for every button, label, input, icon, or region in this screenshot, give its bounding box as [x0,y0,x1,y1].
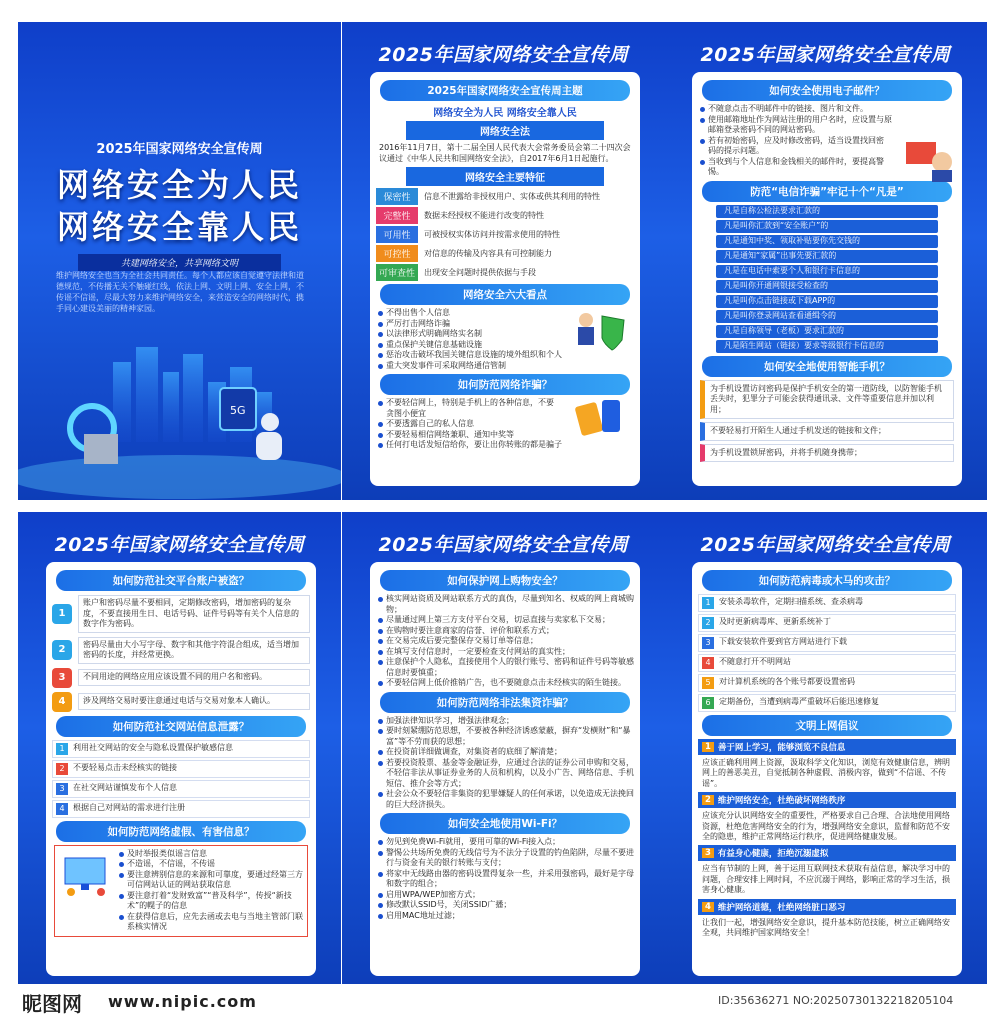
list-item [52,740,310,758]
panel-title: 2025年国家网络安全宣传周 [700,534,951,556]
list-item: 为手机设置锁屏密码，并将手机随身携带； [700,444,954,463]
number-badge: 4 [52,692,72,712]
list-item: 警惕公共场所免费的无线信号为不法分子设置的钓鱼陷阱，尽量不要进行与资金有关的银行转账与支付； [376,848,634,869]
item-text: 涉及网络交易时要注意通过电话与交易对象本人确认。 [78,693,310,710]
list-item: 尽量通过网上第三方支付平台交易，切忌直接与卖家私下交易； [376,615,634,626]
list-item: 不要轻信网上，特别是手机上的各种信息，不要贪图小便宜 [376,398,556,419]
section-header-wifi: 如何安全地使用Wi-Fi？ [380,813,630,834]
feature-row [376,226,634,243]
list-item: 凡是自称领导（老板）要求汇款的 [716,325,938,338]
email-alert-icon [902,132,954,182]
content-card [692,72,962,486]
list-item: 核实网站资质及网站联系方式的真伪，尽量到知名、权威的网上商城购物； [376,594,634,615]
number-badge: 3 [52,668,72,688]
list-item: 勿见到免费Wi-Fi就用，要用可靠的Wi-Fi接入点； [376,837,634,848]
cover-motto: 共建网络安全，共享网络文明 [78,254,281,271]
list-item: 加强法律知识学习，增强法律观念； [376,716,634,727]
item-text: 不随意打开不明网站 [719,657,791,666]
feature-tag: 可控性 [376,245,418,262]
panel-virus-civil [664,512,987,990]
list-item: 及时举报类似谣言信息 [117,849,305,860]
feature-tag: 可用性 [376,226,418,243]
list-item: 凡是叫你登录网站查看通缉令的 [716,310,938,323]
list-item: 将家中无线路由器的密码设置得复杂一些，并采用强密码，最好是字母和数字的组合； [376,869,634,890]
footer-bar [0,984,1004,1024]
list-item [698,634,956,652]
item-text: 不要轻易点击未经核实的链接 [73,762,177,772]
list-item: 启用MAC地址过滤； [376,911,634,922]
cover-week-title: 2025年国家网络安全宣传周 [96,142,263,157]
feature-tag: 保密性 [376,188,418,205]
list-item: 不要轻信网上低价推销广告，也不要随意点击未经核实的陌生链接。 [376,678,634,689]
number-badge: 1 [52,604,72,624]
cover-intro: 维护网络安全也当为全社会共同责任。每个人都应该自觉遵守法律和道德规范，不传播无关不触碰红线，依法上网、文明上网、安全上网，不传谣不信谣，尽最大努力来维护网络安全，来营造安全的网络时代，携手同心建设美丽的精神家园。 [56,271,304,313]
site-logo: 昵图网 [22,992,82,1016]
leak-list [52,740,310,818]
list-item: 启用WPA/WEP加密方式； [376,890,634,901]
panel-email-phone [664,22,987,500]
list-item: 若要投资股票、基金等金融证券，应通过合法的证券公司申购和交易，不轻信非法从事证券业务的人员和机构，以及小广告、网络信息、手机短信、推介会等方式； [376,758,634,790]
section-header-harm: 如何防范网络虚假、有害信息？ [56,821,306,842]
item-text: 账户和密码尽量不要相同，定期修改密码，增加密码的复杂度，不要直接用生日、电话号码、证件号码等有关个人信息的数字作为密码。 [78,595,310,633]
feature-text: 信息不泄露给非授权用户、实体或供其利用的特性 [424,191,600,201]
panel-title: 2025年国家网络安全宣传周 [378,534,629,556]
section-header-civil: 文明上网倡议 [702,715,952,736]
list-item: 注意保护个人隐私，直接使用个人的银行账号、密码和证件号码等敏感信息时要慎重； [376,657,634,678]
list-item [698,594,956,612]
number-badge: 3 [702,637,714,649]
list-item: 要注意打着“发财致富”“普及科学”，传授“新技术”的幌子的信息 [117,891,305,912]
list-item [52,780,310,798]
feature-row [376,245,634,262]
list-item: 在投资前详细做调查，对集资者的底细了解清楚； [376,747,634,758]
list-item: 凡是叫你汇款到“安全账户”的 [716,220,938,233]
civil-item-body: 应当有节制的上网，善于运用互联网技术获取有益信息，解决学习中的问题，合理安排上网时间，不应沉溺于网络，影响正常的学习生活，损害身心健康。 [702,864,950,895]
list-item: 重点保护关键信息基础设施 [376,340,536,351]
section-header-fraud: 如何防范网络诈骗？ [380,374,630,395]
item-text: 在社交网站谨慎发布个人信息 [73,782,177,792]
list-item: 在购物时要注意商家的信誉、评价和联系方式； [376,626,634,637]
list-item: 不造谣，不信谣，不传谣 [117,859,305,870]
cover-panel [18,22,341,500]
list-item [698,674,956,692]
fund-list [376,716,634,811]
features-list [376,188,634,281]
feature-row [376,188,634,205]
list-item: 凡是陌生网站（链接）要求等级银行卡信息的 [716,340,938,353]
list-item [52,595,310,633]
civil-item-body: 应该充分认识网络安全的重要性，严格要求自己合理、合法地使用网络资源，杜绝危害网络安全的行为，增强网络安全意识，监督和防范不安全的隐患，维护正常网络运行秩序，促进网络健康发展。 [702,811,950,842]
number-badge: 2 [702,617,714,629]
section-header-phone: 如何安全地使用智能手机？ [702,356,952,377]
section-header-features: 网络安全主要特征 [406,167,604,186]
image-id: ID:35636271 NO:20250730132218205104 [718,994,954,1007]
feature-text: 出现安全问题时提供依据与手段 [424,267,536,277]
item-text: 定期备份，当遭到病毒严重破坏后能迅速修复 [719,697,879,706]
item-text: 对计算机系统的各个账号都要设置密码 [719,677,855,686]
list-item: 凡是叫你点击链接或下载APP的 [716,295,938,308]
city-illustration [18,342,341,500]
list-item: 重大突发事件可采取网络通信管制 [376,361,634,372]
number-badge: 2 [702,795,714,805]
list-item: 在交易完成后要完整保存交易订单等信息； [376,636,634,647]
list-item: 不要透露自己的私人信息 [376,419,556,430]
civil-item-title: 维护网络安全，杜绝破坏网络秩序 [717,796,846,807]
feature-tag: 完整性 [376,207,418,224]
shield-person-icon [570,310,630,354]
panel-title: 2025年国家网络安全宣传周 [54,534,305,556]
item-text: 安装杀毒软件，定期扫描系统、查杀病毒 [719,597,863,606]
number-badge: 3 [56,783,68,795]
list-item: 修改默认SSID号，关闭SSID广播； [376,900,634,911]
panel-title: 2025年国家网络安全宣传周 [700,44,951,66]
item-text: 下载安装软件要到官方网站进行下载 [719,637,847,646]
number-badge: 1 [56,743,68,755]
item-text: 利用社交网站的安全与隐私设置保护敏感信息 [73,742,233,752]
cover-slogan-2: 网络安全靠人民 [56,208,302,246]
item-text: 及时更新病毒库、更新系统补丁 [719,617,831,626]
item-text: 密码尽量由大小写字母、数字和其他字符混合组成，适当增加密码的长度，并经常更换。 [78,637,310,664]
section-header-virus: 如何防范病毒或木马的攻击？ [702,570,952,591]
section-header-shop: 如何保护网上购物安全？ [380,570,630,591]
panel-security-law [342,22,665,500]
list-item: 严厉打击网络诈骗 [376,319,536,330]
number-badge: 4 [56,803,68,815]
list-item: 要时刻紧绷防范思想，不要被各种经济诱惑蒙蔽，摒弃“发横财”和“暴富”等不劳而获的思想； [376,726,634,747]
list-item: 为手机设置访问密码是保护手机安全的第一道防线，以防智能手机丢失时，犯罪分子可能会获得通讯录、文件等重要信息并加以利用； [700,380,954,420]
feature-text: 数据未经授权不能进行改变的特性 [424,210,544,220]
civil-item-title: 维护网络道德，杜绝网络脏口恶习 [717,902,846,913]
number-badge: 1 [702,742,714,752]
civil-item-body: 应该正确利用网上资源，汲取科学文化知识，浏览有效健康信息，辨明网上的善恶美丑，自觉抵制各种虚假、消极内容，做到“不信谣、不传谣”。 [702,758,950,788]
list-item [698,614,956,632]
mail-list [698,104,956,178]
phone-warning-icon [574,398,628,438]
civil-item-header [698,739,956,755]
section-header-account: 如何防范社交平台账户被盗？ [56,570,306,591]
section-header-six: 网络安全六大看点 [380,284,630,305]
computer-people-icon [59,854,113,898]
panel-title: 2025年国家网络安全宣传周 [378,44,629,66]
panel-social [18,512,341,990]
section-header-mail: 如何安全使用电子邮件？ [702,80,952,101]
feature-row [376,207,634,224]
shop-list [376,594,634,689]
list-item: 任何打电话发短信给你，要让出你转账的都是骗子 [376,440,634,451]
list-item: 不得出售个人信息 [376,308,536,319]
feature-tag: 可审查性 [376,264,418,281]
harm-list [54,845,308,937]
law-text: 2016年11月7日，第十二届全国人民代表大会常务委员会第二十四次会议通过《中华人民共和国网络安全法》，自2017年6月1日起施行。 [379,143,631,163]
number-badge: 4 [702,902,714,912]
number-badge: 2 [52,640,72,660]
number-badge: 2 [56,763,68,775]
item-text: 根据自己对网站的需求进行注册 [73,802,185,812]
list-item: 若有初始密码，应及时修改密码，适当设置找回密码的提示问题。 [698,136,888,157]
section-header-leak: 如何防范社交网站信息泄露？ [56,716,306,737]
civil-item-header [698,899,956,915]
5g-badge-text: 5G [230,404,246,417]
list-item [52,760,310,778]
list-item: 凡是通知“家属”出事先要汇款的 [716,250,938,263]
list-item: 惩治攻击破坏我国关键信息设施的境外组织和个人 [376,350,634,361]
section-header-fund: 如何防范网络非法集资诈骗？ [380,692,630,713]
section-header-scam: 防范“电信诈骗”牢记十个“凡是” [702,181,952,202]
fraud-list [376,398,634,451]
content-card [370,562,640,976]
list-item: 凡是通知中奖、领取补贴要你先交钱的 [716,235,938,248]
account-list [52,595,310,712]
list-item: 凡是在电话中索要个人和银行卡信息的 [716,265,938,278]
content-card [692,562,962,976]
theme-subtitle: 网络安全为人民 网络安全靠人民 [433,108,577,119]
content-card [46,562,316,976]
number-badge: 6 [702,697,714,709]
feature-text: 对信息的传输及内容具有可控制能力 [424,248,552,258]
site-url[interactable]: www.nipic.com [108,992,257,1011]
section-header-theme: 2025年国家网络安全宣传周主题 [380,80,630,101]
list-item: 不随意点击不明邮件中的链接、图片和文件。 [698,104,898,115]
feature-text: 可被授权实体访问并按需求使用的特性 [424,229,560,239]
civil-item-title: 有益身心健康，拒绝沉溺虚拟 [717,849,829,860]
phone-list [698,380,956,463]
list-item [52,668,310,688]
cover-slogan-1: 网络安全为人民 [56,166,302,204]
list-item [698,654,956,672]
content-card [370,72,640,486]
number-badge: 5 [702,677,714,689]
list-item: 凡是叫你开通网银接受检查的 [716,280,938,293]
list-item: 要注意辨别信息的来源和可靠度，要通过经第三方可信网站认证的网站获取信息 [117,870,305,891]
feature-row [376,264,634,281]
list-item [52,637,310,664]
scam-list [698,205,956,353]
civil-item-body: 让我们一起，增强网络安全意识，提升基本防范技能，树立正确网络安全观，共同维护国家网络安全！ [702,917,950,938]
civil-item-header [698,792,956,808]
list-item: 不要轻易相信网络兼职、通知中奖等 [376,430,556,441]
civil-item-header [698,845,956,861]
list-item: 不要轻易打开陌生人通过手机发送的链接和文件； [700,422,954,441]
list-item: 凡是自称公检法要求汇款的 [716,205,938,218]
list-item [698,694,956,712]
list-item: 以法律形式明确网络实名制 [376,329,536,340]
list-item [52,692,310,712]
virus-list [698,594,956,712]
list-item: 在填写支付信息时，一定要检查支付网站的真实性； [376,647,634,658]
number-badge: 3 [702,848,714,858]
number-badge: 1 [702,597,714,609]
civil-list [698,739,956,939]
civil-item-title: 善于网上学习，能够浏览不良信息 [717,743,846,753]
panel-shopping-wifi [342,512,665,990]
list-item: 在获得信息后，应先去函或去电与当地主管部门联系核实情况 [117,912,305,933]
item-text: 不同用途的网络应用应该设置不同的用户名和密码。 [78,669,310,686]
wifi-list [376,837,634,921]
section-header-law: 网络安全法 [406,121,604,140]
six-points-list [376,308,634,371]
number-badge: 4 [702,657,714,669]
list-item [52,800,310,818]
list-item: 社会公众不要轻信非集资的犯罪嫌疑人的任何承诺，以免造成无法挽回的巨大经济损失。 [376,789,634,810]
list-item: 当收到与个人信息和金钱相关的邮件时，要提高警惕。 [698,157,888,178]
list-item: 使用邮箱地址作为网站注册的用户名时，应设置与原邮箱登录密码不同的网站密码。 [698,115,898,136]
